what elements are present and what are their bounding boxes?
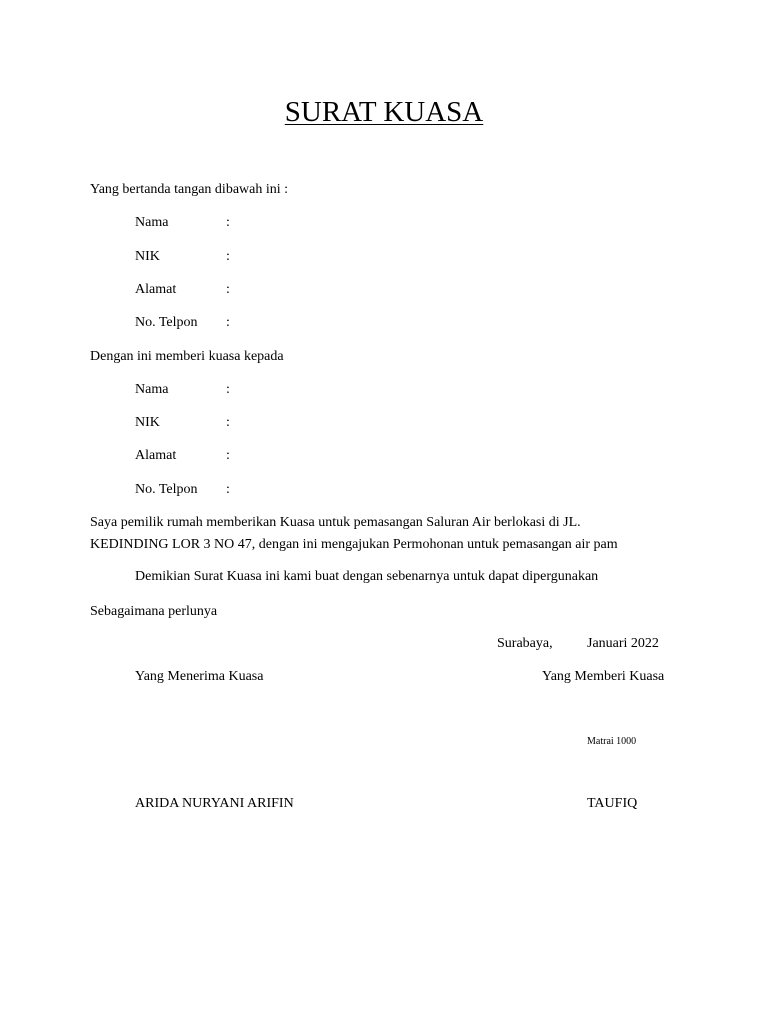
- date-text: Januari 2022: [587, 636, 659, 651]
- grantor-address-colon: :: [226, 282, 230, 297]
- grantee-address-colon: :: [226, 448, 230, 463]
- closing-line-1: Demikian Surat Kuasa ini kami buat dengan sebenarnya untuk dapat dipergunakan: [135, 569, 599, 584]
- grantee-name-label: Nama: [135, 382, 169, 397]
- grantor-phone-label: No. Telpon: [135, 315, 198, 330]
- grantee-name-colon: :: [226, 382, 230, 397]
- body-line-1: Saya pemilik rumah memberikan Kuasa untuk pemasangan Saluran Air berlokasi di JL.: [90, 515, 581, 530]
- intro-text: Yang bertanda tangan dibawah ini :: [90, 182, 289, 197]
- stamp-note: Matrai 1000: [587, 736, 637, 747]
- grantor-phone-colon: :: [226, 315, 230, 330]
- grantor-address-label: Alamat: [135, 282, 177, 297]
- document-title: SURAT KUASA: [284, 96, 484, 128]
- grant-intro-text: Dengan ini memberi kuasa kepada: [90, 349, 284, 364]
- grantee-nik-colon: :: [226, 415, 230, 430]
- receiver-heading: Yang Menerima Kuasa: [135, 669, 264, 684]
- grantor-nik-colon: :: [226, 249, 230, 264]
- giver-heading: Yang Memberi Kuasa: [542, 669, 665, 684]
- grantee-address-label: Alamat: [135, 448, 177, 463]
- receiver-name: ARIDA NURYANI ARIFIN: [135, 796, 294, 811]
- body-line-2: KEDINDING LOR 3 NO 47, dengan ini mengajukan Permohonan untuk pemasangan air pam: [90, 537, 618, 552]
- grantor-nik-label: NIK: [135, 249, 160, 264]
- grantee-nik-label: NIK: [135, 415, 160, 430]
- closing-line-2: Sebagaimana perlunya: [90, 604, 218, 619]
- giver-name: TAUFIQ: [587, 796, 638, 811]
- grantee-phone-label: No. Telpon: [135, 482, 198, 497]
- grantee-phone-colon: :: [226, 482, 230, 497]
- grantor-name-colon: :: [226, 215, 230, 230]
- place-text: Surabaya,: [497, 636, 553, 651]
- grantor-name-label: Nama: [135, 215, 169, 230]
